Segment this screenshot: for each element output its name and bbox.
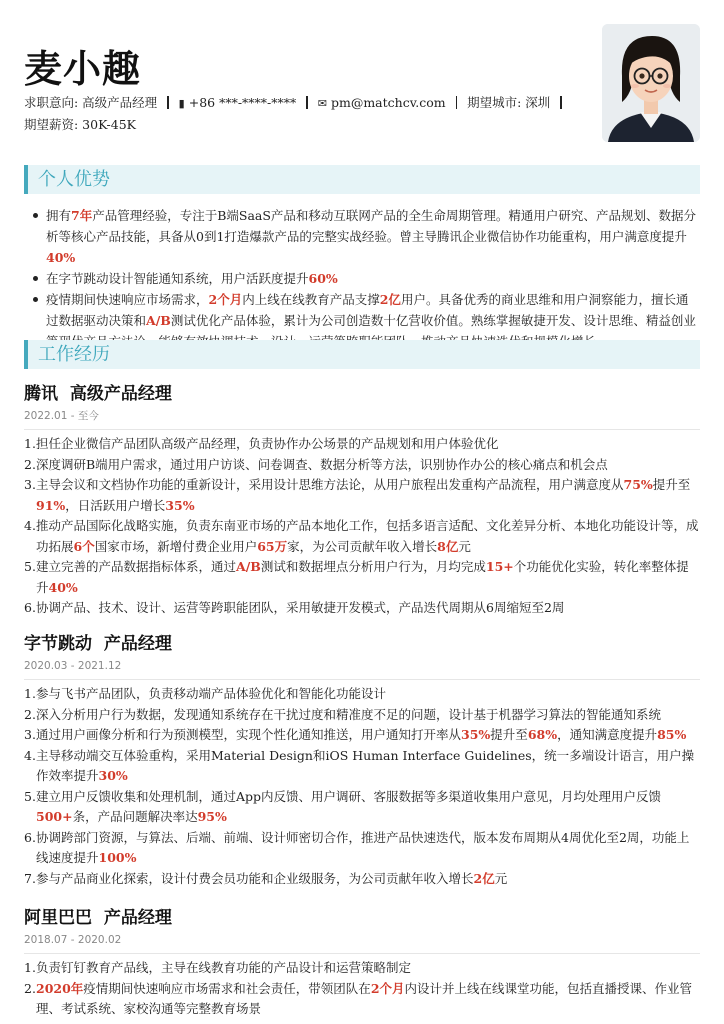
contact-info — [24, 92, 584, 135]
text-run: 建立完善的产品数据指标体系，通过 — [36, 559, 237, 574]
text-run: 疫情期间快速响应市场需求， — [46, 292, 209, 307]
email-address[interactable]: pm@matchcv.com — [330, 95, 446, 110]
highlight-value: 2亿 — [473, 870, 495, 886]
highlight-value: 2个月 — [370, 980, 405, 996]
avatar — [602, 24, 700, 142]
text-run: 测试和数据埋点分析用户行为，月均完成 — [260, 559, 486, 574]
job-heading — [24, 632, 700, 656]
highlight-value: 85% — [657, 727, 687, 742]
section-header-experience — [24, 340, 700, 369]
job-items — [24, 434, 700, 619]
highlight-value: 35% — [461, 727, 491, 742]
separator — [560, 96, 562, 109]
highlight-value: 2亿 — [379, 292, 401, 307]
item-number: 1. — [24, 436, 36, 451]
item-number: 1. — [24, 960, 36, 975]
job-item — [24, 705, 700, 726]
text-run: 元 — [458, 538, 471, 554]
job-item — [24, 828, 700, 869]
text-run: 负责钉钉教育产品线，主导在线教育功能的产品设计和运营策略制定 — [36, 960, 412, 975]
text-run: 内上线在线教育产品支撑 — [242, 292, 380, 307]
text-run: 推动产品国际化战略实施，负责东南亚市场的产品本地化工作，包括多语言适配、文化差异分析、本地化功能设计等，成功拓展 — [36, 518, 699, 554]
text-run: 担任企业微信产品团队高级产品经理，负责协作办公场景的产品规划和用户体验优化 — [36, 436, 499, 451]
expected-salary: 期望薪资: 30K-45K — [24, 117, 136, 132]
item-number: 1. — [24, 686, 36, 701]
item-number: 3. — [24, 727, 36, 742]
highlight-value: 500+ — [36, 809, 73, 824]
text-run: 家，为公司贡献年收入增长 — [287, 538, 438, 554]
highlight-value: 6个 — [73, 538, 95, 554]
highlight-value: 2020年 — [36, 980, 84, 996]
job-item — [24, 434, 700, 455]
job-item — [24, 516, 700, 557]
highlight-value: 91% — [36, 497, 66, 513]
highlight-value: 2个月 — [208, 292, 243, 307]
text-run: 参与飞书产品团队，负责移动端产品体验优化和智能化功能设计 — [36, 686, 387, 701]
highlight-value: 65万 — [257, 538, 288, 554]
item-number: 2. — [24, 706, 36, 722]
section-header-advantages — [24, 165, 700, 194]
text-run: 个功能优化实验，转化率整体提升 — [36, 559, 689, 595]
highlight-value: A/B — [236, 559, 261, 574]
item-number: 6. — [24, 600, 36, 615]
job-item — [24, 598, 700, 619]
job-heading — [24, 382, 700, 406]
highlight-value: 60% — [308, 271, 338, 286]
job-item — [24, 958, 700, 979]
job-date: 2020.03 - 2021.12 — [24, 660, 122, 672]
job-item — [24, 869, 700, 890]
highlight-value: 40% — [46, 250, 76, 265]
text-run: 产品管理经验，专注于B端SaaS产品和移动互联网产品的全生命周期管理。精通用户研究、产品规划、数据分析等核心产品技能，具备从0到1打造爆款产品的完整实战经验。曾主导腾讯企业微信协作功能重构，用户满意度提升 — [46, 208, 696, 244]
job-title: 产品经理 — [103, 634, 172, 654]
job-heading — [24, 906, 700, 930]
job-entry — [24, 382, 700, 619]
divider — [24, 953, 700, 954]
highlight-value: 7年 — [71, 208, 93, 223]
text-run: 测试优化产品体验，累计为公司创造数十亿营收价值。熟练掌握敏捷开发、设计思维、精益创业 — [170, 313, 696, 328]
text-run: 用户。具备优秀的商业思维和用户洞察能力，擅长通过数据驱动决策和 — [46, 292, 689, 328]
job-entry — [24, 632, 700, 889]
text-run: ，日活跃用户增长 — [65, 497, 166, 513]
phone-icon: ▮ — [178, 97, 185, 110]
text-run: 深入分析用户行为数据，发现通知系统存在干扰过度和精准度不足的问题，设计基于机器学习算法的智能通知系统 — [36, 706, 662, 722]
expected-city: 期望城市: 深圳 — [467, 95, 551, 110]
company-name: 阿里巴巴 — [24, 908, 92, 928]
job-items — [24, 958, 700, 1020]
item-number: 2. — [24, 456, 36, 472]
highlight-value: 68% — [527, 727, 558, 742]
highlight-value: 95% — [197, 809, 227, 824]
job-intention: 求职意向: 高级产品经理 — [24, 95, 158, 110]
separator — [306, 96, 308, 109]
text-run: 在字节跳动设计智能通知系统，用户活跃度提升 — [46, 271, 309, 286]
highlight-value: 75% — [623, 477, 653, 492]
text-run: 条，产品问题解决率达 — [72, 809, 198, 824]
highlight-value: 8亿 — [437, 538, 459, 554]
company-name: 字节跳动 — [24, 634, 92, 654]
item-number: 3. — [24, 477, 36, 492]
item-number: 4. — [24, 747, 36, 763]
text-run: 主导会议和文档协作功能的重新设计，采用设计思维方法论，从用户旅程出发重构产品流程，用户满意度从 — [36, 477, 624, 492]
item-number: 7. — [24, 870, 36, 886]
section-title: 工作经历 — [38, 344, 110, 365]
job-title: 产品经理 — [103, 908, 172, 928]
divider — [24, 429, 700, 430]
text-run: 疫情期间快速响应市场需求和社会责任，带领团队在 — [83, 980, 371, 996]
job-item — [24, 455, 700, 476]
job-item — [24, 725, 700, 746]
text-run: ，通知满意度提升 — [557, 727, 658, 742]
advantages-list — [24, 205, 700, 352]
candidate-name: 麦小趣 — [24, 46, 142, 91]
job-item — [24, 979, 700, 1020]
separator — [167, 96, 169, 109]
mail-icon: ✉ — [317, 97, 327, 110]
item-number: 5. — [24, 559, 36, 574]
job-date: 2022.01 - 至今 — [24, 410, 99, 422]
highlight-value: 100% — [98, 850, 137, 865]
job-item — [24, 557, 700, 598]
section-title: 个人优势 — [38, 169, 110, 190]
advantage-item — [24, 205, 700, 268]
text-run: 协调产品、技术、设计、运营等跨职能团队，采用敏捷开发模式，产品迭代周期从6周缩短至2周 — [36, 600, 565, 615]
text-run: 通过用户画像分析和行为预测模型，实现个性化通知推送，用户通知打开率从 — [36, 727, 462, 742]
phone-number: +86 ***-****-**** — [188, 95, 297, 110]
avatar-illustration — [602, 24, 700, 142]
job-items — [24, 684, 700, 889]
highlight-value: 35% — [165, 497, 195, 513]
highlight-value: A/B — [146, 313, 171, 328]
highlight-value: 30% — [98, 768, 128, 783]
text-run: 拥有 — [46, 208, 72, 223]
job-item — [24, 475, 700, 516]
item-number: 6. — [24, 829, 36, 845]
text-run: 参与产品商业化探索，设计付费会员功能和企业级服务，为公司贡献年收入增长 — [36, 870, 474, 886]
text-run: 协调跨部门资源，与算法、后端、前端、设计师密切合作，推进产品快速迭代，版本发布周期从4周优化至2周，功能上线速度提升 — [36, 829, 690, 865]
item-number: 2. — [24, 980, 36, 996]
highlight-value: 15+ — [485, 559, 514, 574]
divider — [24, 679, 700, 680]
separator — [456, 96, 458, 109]
job-date: 2018.07 - 2020.02 — [24, 934, 122, 946]
text-run: 主导移动端交互体验重构，采用Material Design和iOS Human Interface Guidelines，统一多端设计语言，用户操作效率提升 — [36, 747, 695, 783]
text-run: 提升至 — [490, 727, 528, 742]
text-run: 深度调研B端用户需求，通过用户访谈、问卷调查、数据分析等方法，识别协作办公的核心痛点和机会点 — [36, 456, 608, 472]
item-number: 5. — [24, 788, 36, 804]
text-run: 内设计并上线在线课堂功能，包括直播授课、作业管理、考试系统、家校沟通等完整教育场景 — [36, 980, 693, 1016]
text-run: 元 — [494, 870, 508, 886]
item-number: 4. — [24, 518, 36, 533]
job-item — [24, 684, 700, 705]
job-entry — [24, 906, 700, 1020]
job-item — [24, 746, 700, 787]
text-run: 国家市场，新增付费企业用户 — [94, 538, 258, 554]
text-run: 建立用户反馈收集和处理机制，通过App内反馈、用户调研、客服数据等多渠道收集用户意见，月均处理用户反馈 — [36, 788, 662, 804]
company-name: 腾讯 — [24, 384, 58, 404]
advantage-item — [24, 268, 700, 289]
job-title: 高级产品经理 — [69, 384, 172, 404]
highlight-value: 40% — [48, 579, 78, 595]
job-item — [24, 787, 700, 828]
text-run: 提升至 — [652, 477, 691, 492]
